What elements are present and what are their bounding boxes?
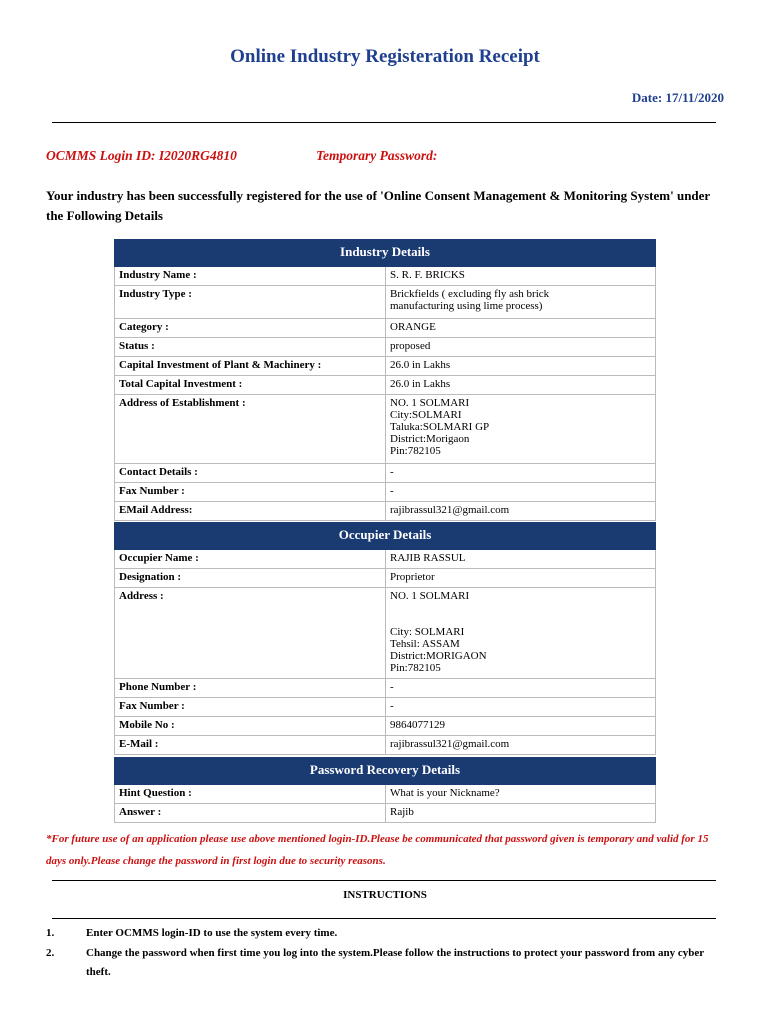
industry-details-heading: Industry Details <box>115 240 656 267</box>
row-value: Rajib <box>386 804 656 823</box>
table-row <box>115 679 656 698</box>
row-value: 26.0 in Lakhs <box>386 376 656 395</box>
row-value: ORANGE <box>386 319 656 338</box>
table-row <box>115 804 656 823</box>
instructions-title: INSTRUCTIONS <box>343 889 427 901</box>
row-label: Contact Details : <box>115 464 386 483</box>
row-label: E-Mail : <box>115 736 386 755</box>
item-number: 2. <box>46 947 55 959</box>
table-row <box>115 736 656 755</box>
row-value: - <box>386 679 656 698</box>
row-value: What is your Nickname? <box>386 785 656 804</box>
table-row <box>115 286 656 319</box>
occupier-details-heading: Occupier Details <box>115 523 656 550</box>
item-text: Change the password when first time you log into the system.Please follow the instructions to protect your password from any cyber theft. <box>86 947 704 978</box>
row-label: Designation : <box>115 569 386 588</box>
divider-top <box>52 122 716 123</box>
list-item <box>46 924 726 943</box>
item-number: 1. <box>46 927 55 939</box>
row-label: Total Capital Investment : <box>115 376 386 395</box>
temporary-password: Temporary Password: <box>316 148 438 163</box>
row-label: Fax Number : <box>115 698 386 717</box>
divider-instructions-bottom <box>52 918 716 919</box>
row-value: proposed <box>386 338 656 357</box>
row-value: NO. 1 SOLMARI City:SOLMARI Taluka:SOLMARI GP District:Morigaon Pin:782105 <box>386 395 656 464</box>
table-row <box>115 376 656 395</box>
row-value: NO. 1 SOLMARI City: SOLMARI Tehsil: ASSAM District:MORIGAON Pin:782105 <box>386 588 656 679</box>
password-recovery-table <box>114 757 656 823</box>
table-row <box>115 395 656 464</box>
table-row <box>115 588 656 679</box>
password-recovery-heading: Password Recovery Details <box>115 758 656 785</box>
occupier-details-table <box>114 522 656 755</box>
table-row <box>115 698 656 717</box>
row-value: 9864077129 <box>386 717 656 736</box>
row-value: RAJIB RASSUL <box>386 550 656 569</box>
row-label: Address : <box>115 588 386 679</box>
row-value: - <box>386 698 656 717</box>
table-row <box>115 338 656 357</box>
row-label: Occupier Name : <box>115 550 386 569</box>
row-label: Capital Investment of Plant & Machinery : <box>115 357 386 376</box>
table-row <box>115 717 656 736</box>
industry-details-table <box>114 239 656 521</box>
row-value: - <box>386 483 656 502</box>
row-label: Address of Establishment : <box>115 395 386 464</box>
row-value: rajibrassul321@gmail.com <box>386 736 656 755</box>
list-item <box>46 944 726 982</box>
row-value: rajibrassul321@gmail.com <box>386 502 656 521</box>
row-value: Proprietor <box>386 569 656 588</box>
receipt-title: Online Industry Registeration Receipt <box>230 46 540 67</box>
intro-text: Your industry has been successfully registered for the use of 'Online Consent Management & Monitoring System' under the Following Details <box>46 188 710 223</box>
row-label: EMail Address: <box>115 502 386 521</box>
row-label: Status : <box>115 338 386 357</box>
table-row <box>115 319 656 338</box>
row-label: Industry Name : <box>115 267 386 286</box>
receipt-date: Date: 17/11/2020 <box>631 90 724 105</box>
login-credentials <box>46 148 438 164</box>
row-label: Mobile No : <box>115 717 386 736</box>
row-label: Industry Type : <box>115 286 386 319</box>
row-value: 26.0 in Lakhs <box>386 357 656 376</box>
row-label: Hint Question : <box>115 785 386 804</box>
table-row <box>115 550 656 569</box>
row-label: Answer : <box>115 804 386 823</box>
row-value: - <box>386 464 656 483</box>
instructions-list <box>46 924 726 983</box>
divider-instructions-top <box>52 880 716 881</box>
row-label: Category : <box>115 319 386 338</box>
table-row <box>115 267 656 286</box>
row-value: Brickfields ( excluding fly ash brick manufacturing using lime process) <box>386 286 656 319</box>
table-row <box>115 464 656 483</box>
row-value: S. R. F. BRICKS <box>386 267 656 286</box>
row-label: Fax Number : <box>115 483 386 502</box>
security-note: *For future use of an application please use above mentioned login-ID.Please be communicated that password given is temporary and valid for 15 days only.Please change the password in first login due to security reasons. <box>46 833 709 867</box>
login-id: OCMMS Login ID: I2020RG4810 <box>46 148 237 163</box>
row-label: Phone Number : <box>115 679 386 698</box>
table-row <box>115 785 656 804</box>
table-row <box>115 483 656 502</box>
table-row <box>115 357 656 376</box>
table-row <box>115 569 656 588</box>
table-row <box>115 502 656 521</box>
item-text: Enter OCMMS login-ID to use the system every time. <box>86 927 338 939</box>
